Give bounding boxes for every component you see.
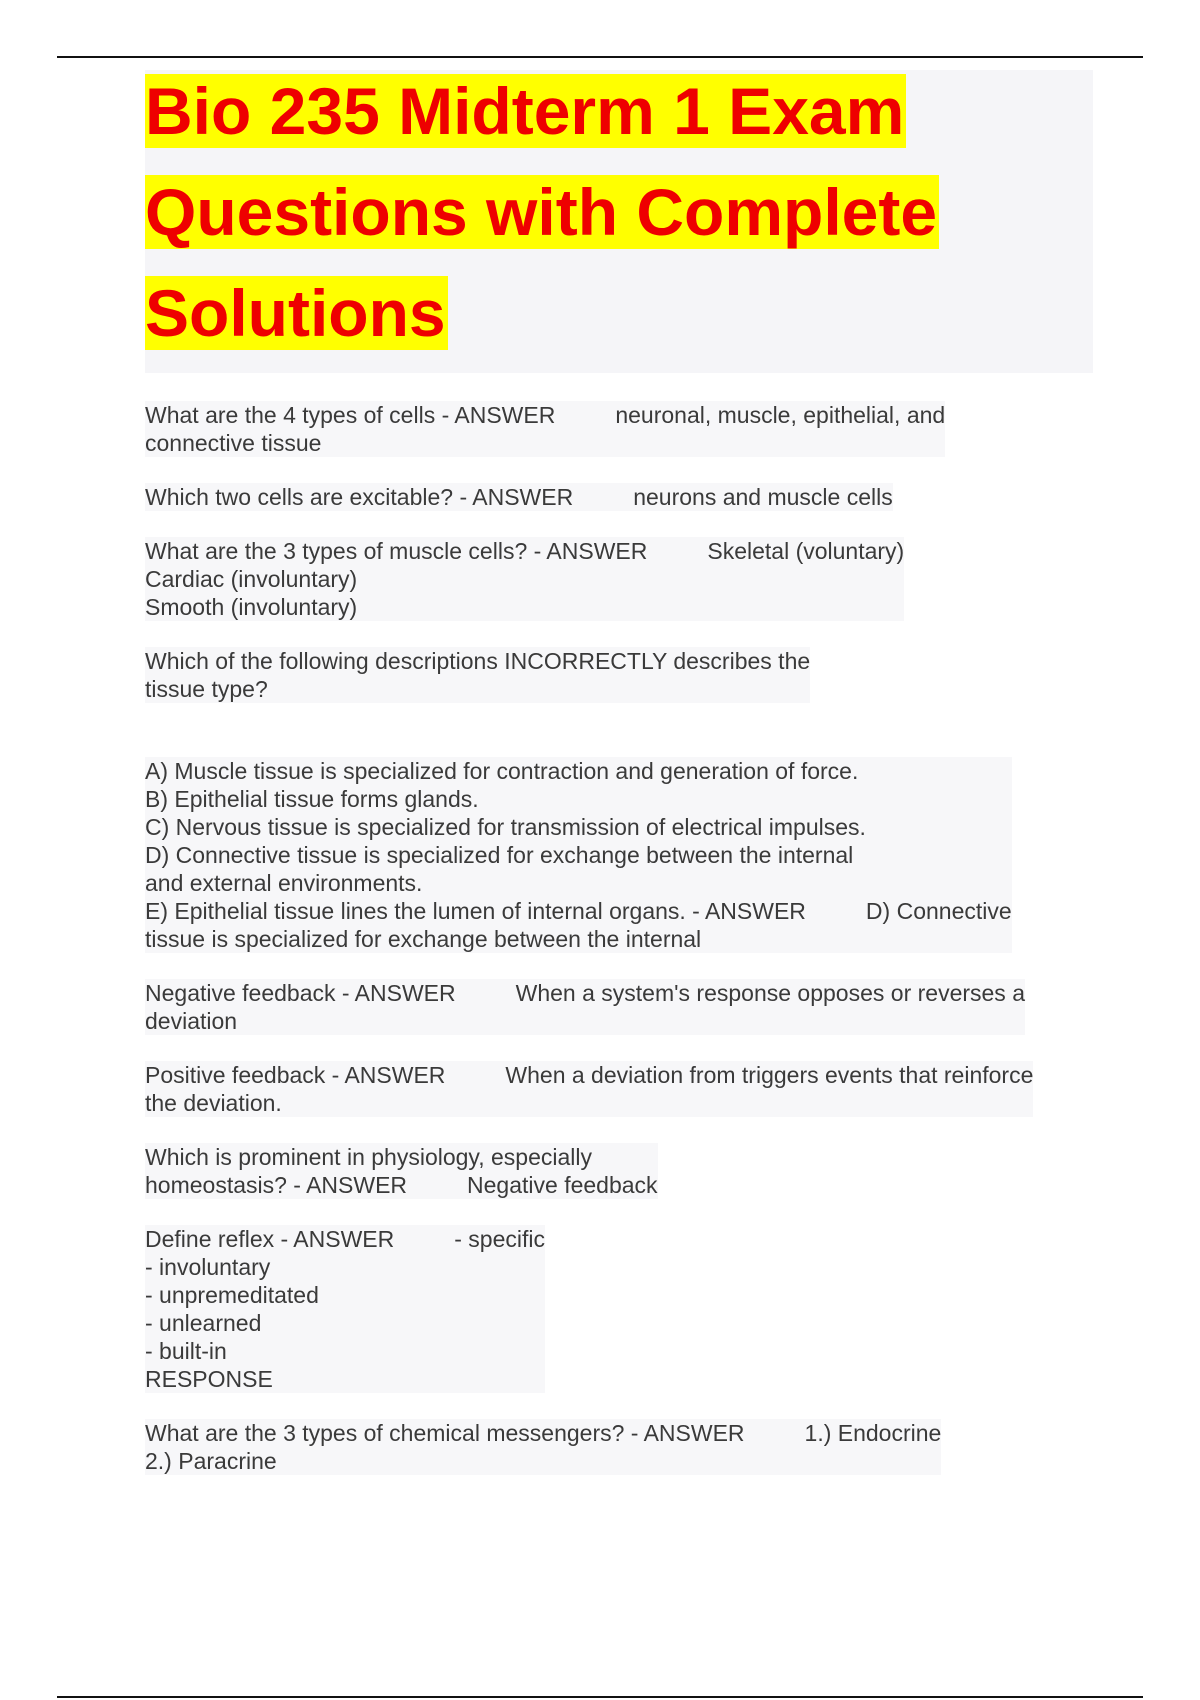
question-text: Which of the following descriptions INCORRECTLY describes the <box>145 648 811 674</box>
answer-text: When a system's response opposes or reverses a <box>515 980 1025 1006</box>
qa-item-excitable-cells <box>145 483 893 511</box>
mcq-option: A) Muscle tissue is specialized for contraction and generation of force. <box>145 758 859 784</box>
qa-item-positive-feedback <box>145 1061 1033 1117</box>
answer-text: the deviation. <box>145 1090 282 1116</box>
qa-item-reflex <box>145 1225 545 1393</box>
answer-text: neurons and muscle cells <box>633 484 893 510</box>
mcq-options <box>145 757 1012 953</box>
mcq-option: and external environments. <box>145 870 423 896</box>
question-text: Which is prominent in physiology, especially <box>145 1144 592 1170</box>
answer-text: Cardiac (involuntary) <box>145 566 358 592</box>
answer-text: - unpremeditated <box>145 1282 319 1308</box>
bottom-rule <box>57 1696 1143 1698</box>
qa-item-muscle-types <box>145 537 904 621</box>
answer-text: Smooth (involuntary) <box>145 594 358 620</box>
answer-text: - involuntary <box>145 1254 271 1280</box>
title-line-2: Questions with Complete <box>145 175 938 249</box>
question-text: Which two cells are excitable? - ANSWER <box>145 484 574 510</box>
top-rule <box>57 56 1143 58</box>
question-text: What are the 3 types of muscle cells? - ANSWER <box>145 538 648 564</box>
title-line-3: Solutions <box>145 276 446 350</box>
mcq-option: B) Epithelial tissue forms glands. <box>145 786 479 812</box>
mcq-stem <box>145 647 810 703</box>
answer-text: 2.) Paracrine <box>145 1448 277 1474</box>
title-line-1: Bio 235 Midterm 1 Exam <box>145 74 905 148</box>
question-text: Define reflex - ANSWER <box>145 1226 395 1252</box>
answer-text: RESPONSE <box>145 1366 273 1392</box>
answer-text: - unlearned <box>145 1310 262 1336</box>
answer-text: tissue is specialized for exchange between the internal <box>145 926 702 952</box>
answer-text: D) Connective <box>865 898 1012 924</box>
answer-text: Skeletal (voluntary) <box>707 538 905 564</box>
question-text: Positive feedback - ANSWER <box>145 1062 446 1088</box>
qa-item-homeostasis <box>145 1143 658 1199</box>
qa-item-chemical-messengers <box>145 1419 941 1475</box>
question-text: What are the 4 types of cells - ANSWER <box>145 402 556 428</box>
answer-text: 1.) Endocrine <box>804 1420 942 1446</box>
qa-item-negative-feedback <box>145 979 1025 1035</box>
document-body <box>145 70 1095 1501</box>
question-text: What are the 3 types of chemical messengers? - ANSWER <box>145 1420 745 1446</box>
question-text: tissue type? <box>145 676 268 702</box>
answer-text: - specific <box>454 1226 545 1252</box>
answer-text: connective tissue <box>145 430 322 456</box>
answer-text: - built-in <box>145 1338 227 1364</box>
mcq-option: C) Nervous tissue is specialized for transmission of electrical impulses. <box>145 814 866 840</box>
answer-text: deviation <box>145 1008 238 1034</box>
question-text: homeostasis? - ANSWER <box>145 1172 408 1198</box>
mcq-option: D) Connective tissue is specialized for exchange between the internal <box>145 842 854 868</box>
answer-text: Negative feedback <box>467 1172 658 1198</box>
qa-item-cell-types <box>145 401 945 457</box>
answer-text: neuronal, muscle, epithelial, and <box>615 402 946 428</box>
answer-text: When a deviation from triggers events that reinforce <box>505 1062 1034 1088</box>
question-text: Negative feedback - ANSWER <box>145 980 456 1006</box>
title-block <box>145 70 1093 373</box>
mcq-option: E) Epithelial tissue lines the lumen of internal organs. - ANSWER <box>145 898 806 924</box>
